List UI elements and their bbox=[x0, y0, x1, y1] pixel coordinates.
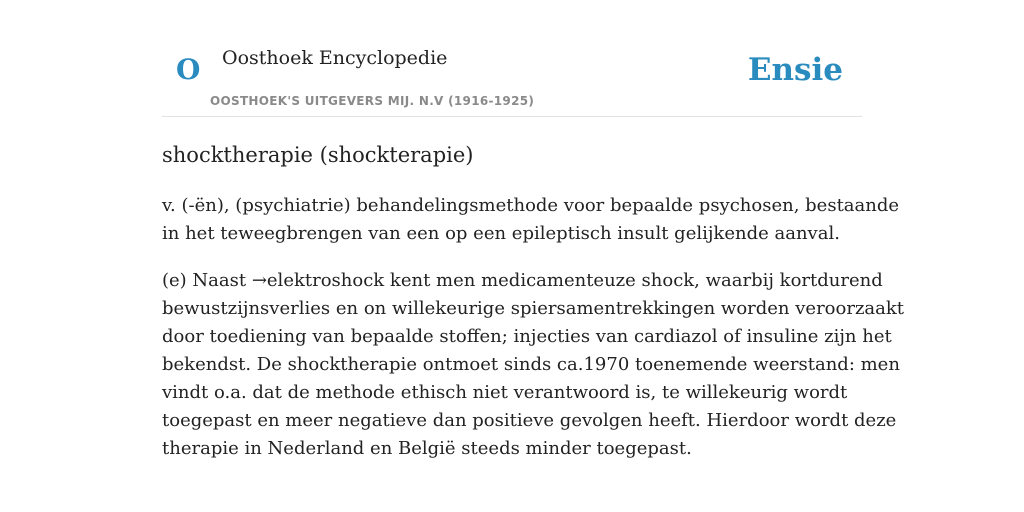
encyclopedia-name[interactable]: Oosthoek Encyclopedie bbox=[222, 47, 448, 69]
body-line: (e) Naast →elektroshock kent men medicamenteuze shock, waarbij kortdurend bbox=[162, 270, 883, 291]
publisher-label: OOSTHOEK'S UITGEVERS MIJ. N.V (1916-1925) bbox=[210, 94, 535, 108]
entry-body bbox=[162, 267, 905, 463]
body-line: therapie in Nederland en België steeds minder toegepast. bbox=[162, 438, 692, 459]
definition-line: in het teweegbrengen van een op een epileptisch insult gelijkende aanval. bbox=[162, 223, 840, 244]
body-line: bewustzijnsverlies en on willekeurige spiersamentrekkingen worden veroorzaakt bbox=[162, 298, 905, 319]
entry-title: shocktherapie (shockterapie) bbox=[162, 143, 474, 167]
ensie-logo-link[interactable]: Ensie bbox=[747, 52, 843, 88]
body-line: toegepast en meer negatieve dan positieve gevolgen heeft. Hierdoor wordt deze bbox=[162, 410, 897, 431]
entry-definition bbox=[162, 192, 900, 248]
definition-line: v. (-ën), (psychiatrie) behandelingsmethode voor bepaalde psychosen, bestaande bbox=[162, 195, 900, 216]
body-line: vindt o.a. dat de methode ethisch niet verantwoord is, te willekeurig wordt bbox=[162, 382, 848, 403]
body-line: door toediening van bepaalde stoffen; injecties van cardiazol of insuline zijn het bbox=[162, 326, 892, 347]
logo-mark[interactable]: O bbox=[176, 53, 201, 86]
site-header bbox=[162, 40, 862, 117]
body-line: bekendst. De shocktherapie ontmoet sinds ca.1970 toenemende weerstand: men bbox=[162, 354, 900, 375]
